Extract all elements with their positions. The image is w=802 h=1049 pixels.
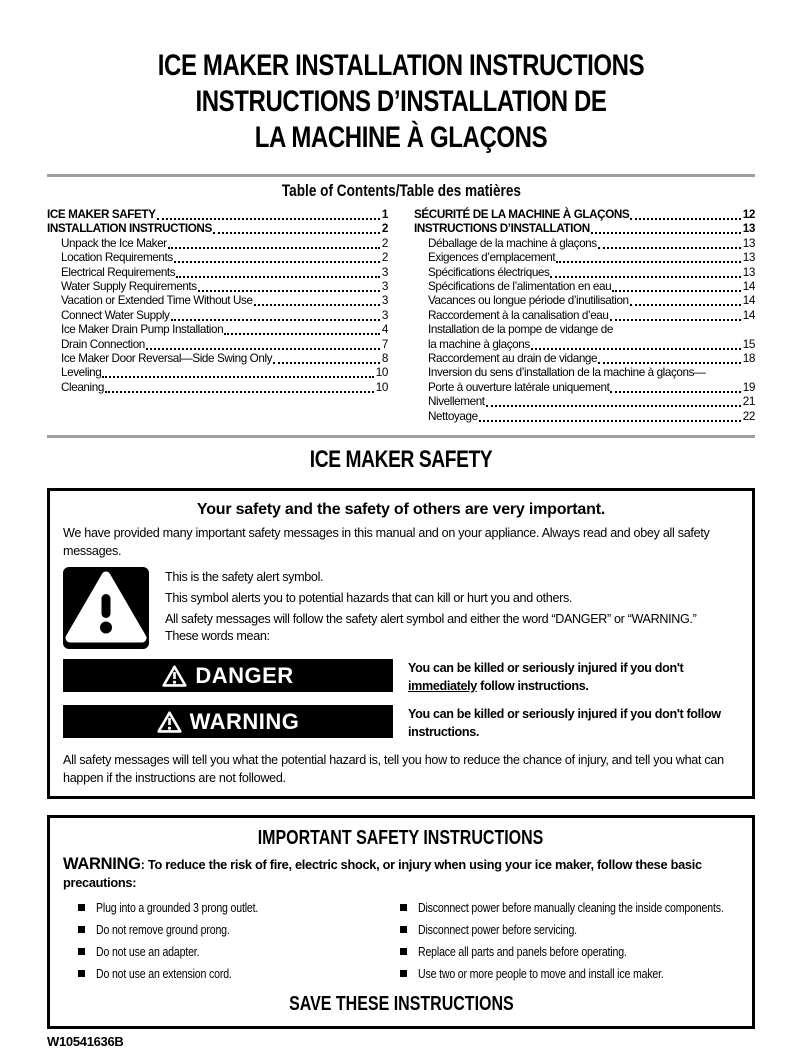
danger-banner (63, 659, 393, 692)
toc-entry (414, 251, 755, 265)
dotted-leader (610, 381, 740, 393)
toc-entry (47, 280, 388, 294)
toc-entry-label: Installation de la pompe de vidange de (428, 323, 613, 337)
bullet-square-icon (78, 948, 85, 955)
toc-entry (47, 366, 388, 380)
toc-entry-page: 14 (742, 280, 755, 294)
precaution-item (400, 945, 739, 959)
toc-entry-label: Location Requirements (61, 251, 173, 265)
save-instructions-line: SAVE THESE INSTRUCTIONS (288, 993, 514, 1016)
save-instructions-row (63, 991, 739, 1019)
bullet-square-icon (400, 926, 407, 933)
precaution-item (400, 967, 739, 981)
bullet-square-icon (400, 948, 407, 955)
precaution-text: Do not remove ground prong. (96, 923, 230, 938)
precaution-text: Replace all parts and panels before operating. (418, 945, 627, 960)
bullet-square-icon (78, 904, 85, 911)
danger-statement (63, 659, 739, 695)
toc-entry-label: SÉCURITÉ DE LA MACHINE À GLAÇONS (414, 208, 630, 221)
toc-entry (47, 381, 388, 395)
toc-entry-label: la machine à glaçons (428, 337, 530, 351)
toc-heading-row (47, 181, 755, 202)
dotted-leader (171, 309, 380, 321)
toc-entry (47, 208, 388, 222)
toc-entry-label: Ice Maker Drain Pump Installation (61, 323, 224, 337)
precaution-text: Do not use an extension cord. (96, 967, 232, 982)
dotted-leader (105, 381, 374, 393)
precaution-item (78, 967, 400, 981)
precaution-text: Disconnect power before servicing. (418, 923, 577, 938)
toc-entry-page: 7 (381, 337, 388, 351)
safety-alert-row (63, 567, 739, 649)
warning-triangle-icon (162, 665, 187, 687)
toc-entry-label: INSTALLATION INSTRUCTIONS (47, 222, 212, 236)
dotted-leader (630, 294, 741, 306)
toc-entry (47, 266, 388, 280)
toc-entry (414, 280, 755, 294)
instructions-heading-row (63, 825, 739, 853)
toc-entry-label: Ice Maker Door Reversal—Side Swing Only (61, 352, 273, 366)
toc-entry (47, 352, 388, 366)
precaution-item (78, 945, 400, 959)
precaution-item (78, 923, 400, 937)
danger-description-underlined: immediately (408, 678, 477, 693)
toc-entry-label: Connect Water Supply (61, 308, 170, 322)
toc-entry-label: Déballage de la machine à glaçons (428, 236, 597, 250)
divider-rule (47, 174, 755, 177)
safety-alert-line: This is the safety alert symbol. (165, 570, 324, 585)
toc-entry-label: Porte à ouverture latérale uniquement (428, 380, 610, 394)
warning-statement (63, 705, 739, 741)
toc-entry (414, 266, 755, 280)
dotted-leader (176, 266, 380, 278)
important-instructions-box (47, 815, 755, 1029)
dotted-leader (610, 309, 741, 321)
precaution-text: Do not use an adapter. (96, 945, 200, 960)
toc-entry (414, 237, 755, 251)
warning-banner (63, 705, 393, 738)
precaution-item (78, 901, 400, 915)
dotted-leader (213, 222, 380, 234)
part-number: W10541636B (47, 1034, 124, 1049)
instructions-heading: IMPORTANT SAFETY INSTRUCTIONS (258, 827, 544, 850)
toc-entry-label: ICE MAKER SAFETY (47, 208, 156, 221)
toc-entry-page: 2 (381, 222, 388, 236)
toc-entry-page: 14 (742, 308, 755, 322)
toc-entry-page: 22 (742, 409, 755, 423)
toc-entry-page: 3 (381, 308, 388, 322)
toc-entry (47, 237, 388, 251)
title-line-3: LA MACHINE À GLAÇONS (254, 121, 548, 154)
precautions-list-left (63, 901, 400, 989)
precaution-text: Disconnect power before manually cleaning the inside components. (418, 901, 724, 916)
toc-entry (414, 366, 755, 395)
dotted-leader (224, 323, 380, 335)
dotted-leader (550, 266, 740, 278)
dotted-leader (198, 280, 380, 292)
dotted-leader (598, 237, 741, 249)
toc-entry (47, 222, 388, 236)
toc-entry-label: Nivellement (428, 395, 485, 409)
toc-entry (414, 208, 755, 222)
toc-entry-label: Vacation or Extended Time Without Use (61, 294, 253, 308)
divider-rule (47, 435, 755, 438)
toc-entry-page: 1 (381, 208, 388, 221)
safety-section-heading-row (47, 445, 755, 478)
precaution-text: Use two or more people to move and install ice maker. (418, 967, 664, 982)
dotted-leader (146, 338, 380, 350)
precautions-list-right (400, 901, 739, 989)
dotted-leader (486, 395, 741, 407)
dotted-leader (591, 222, 741, 234)
toc-entry-page: 3 (381, 280, 388, 294)
precautions-lists (63, 901, 739, 989)
title-line-2: INSTRUCTIONS D’INSTALLATION DE (195, 85, 607, 118)
toc-entry (414, 309, 755, 323)
precaution-text: Plug into a grounded 3 prong outlet. (96, 901, 259, 916)
toc-entry-label: INSTRUCTIONS D’INSTALLATION (414, 222, 590, 236)
toc-entry (47, 294, 388, 308)
safety-outro: All safety messages will tell you what the potential hazard is, tell you how to reduce the chance of injury, and tell you what can happen if the instructions are not followed. (63, 753, 724, 785)
bullet-square-icon (78, 970, 85, 977)
table-of-contents (47, 208, 755, 424)
toc-entry-label: Spécifications de l’alimentation en eau (428, 280, 612, 294)
precaution-item (400, 901, 739, 915)
bullet-square-icon (400, 904, 407, 911)
bullet-square-icon (400, 970, 407, 977)
toc-entry (47, 338, 388, 352)
toc-entry (414, 222, 755, 236)
safety-section-heading: ICE MAKER SAFETY (309, 446, 493, 474)
dotted-leader (556, 251, 741, 263)
dotted-leader (102, 366, 373, 378)
toc-entry-page: 14 (742, 294, 755, 308)
document-title (47, 0, 755, 156)
toc-entry (414, 410, 755, 424)
dotted-leader (630, 208, 740, 220)
warning-paragraph (63, 855, 739, 892)
toc-entry-page: 13 (742, 222, 755, 236)
toc-entry (414, 352, 755, 366)
toc-entry-page: 4 (381, 323, 388, 337)
danger-label: DANGER (195, 662, 294, 688)
toc-entry-page: 18 (742, 352, 755, 366)
safety-alert-text (165, 567, 696, 649)
toc-entry-label: Water Supply Requirements (61, 280, 197, 294)
toc-entry-label: Raccordement au drain de vidange (428, 352, 598, 366)
safety-alert-line: These words mean: (165, 629, 270, 644)
toc-entry-label: Unpack the Ice Maker (61, 236, 167, 250)
toc-heading: Table of Contents/Table des matières (281, 181, 521, 200)
warning-description (408, 705, 739, 741)
toc-entry-page: 19 (742, 380, 755, 394)
toc-entry-page: 13 (742, 265, 755, 279)
warning-triangle-icon (157, 711, 182, 733)
danger-description-text-end: follow instructions. (476, 678, 589, 693)
safety-intro: We have provided many important safety messages in this manual and on your appliance. Always read and obey all safety messages. (63, 526, 710, 558)
toc-entry-page: 13 (742, 251, 755, 265)
danger-description (408, 659, 739, 695)
toc-entry-label: Vacances ou longue période d’inutilisation (428, 294, 629, 308)
danger-description-text: You can be killed or seriously injured if you don't (408, 661, 684, 676)
dotted-leader (157, 208, 380, 220)
toc-entry-page: 13 (742, 236, 755, 250)
warning-paragraph-text: : To reduce the risk of fire, electric shock, or injury when using your ice maker, follow these basic precautions: (63, 857, 702, 891)
safety-alert-icon (63, 567, 149, 649)
dotted-leader (174, 251, 380, 263)
toc-entry (414, 294, 755, 308)
warning-description-text: You can be killed or seriously injured if you don't follow instructions. (408, 707, 721, 739)
dotted-leader (479, 410, 741, 422)
toc-entry-page: 10 (375, 366, 388, 380)
title-line-1: ICE MAKER INSTALLATION INSTRUCTIONS (157, 49, 645, 82)
toc-entry-label: Cleaning (61, 380, 104, 394)
dotted-leader (254, 294, 380, 306)
toc-entry (414, 323, 755, 352)
toc-column-french (414, 208, 755, 424)
toc-entry-page: 21 (742, 395, 755, 409)
dotted-leader (168, 237, 380, 249)
toc-entry (47, 251, 388, 265)
toc-entry-page: 10 (375, 380, 388, 394)
safety-box (47, 488, 755, 799)
toc-entry (47, 309, 388, 323)
warning-word: WARNING (63, 855, 141, 874)
toc-entry-page: 8 (381, 352, 388, 366)
dotted-leader (612, 280, 741, 292)
toc-entry-page: 3 (381, 294, 388, 308)
toc-entry-label: Electrical Requirements (61, 265, 176, 279)
toc-entry-page: 15 (742, 337, 755, 351)
safety-headline: Your safety and the safety of others are very important. (196, 501, 606, 519)
safety-alert-line: All safety messages will follow the safety alert symbol and either the word “DANGER” or “WARNING.” (165, 612, 697, 627)
dotted-leader (598, 352, 741, 364)
safety-alert-line: This symbol alerts you to potential hazards that can kill or hurt you and others. (165, 591, 573, 606)
precaution-item (400, 923, 739, 937)
dotted-leader (531, 338, 741, 350)
toc-entry (414, 395, 755, 409)
toc-entry-label: Raccordement à la canalisation d’eau (428, 308, 609, 322)
toc-entry-label: Leveling (61, 366, 102, 380)
toc-entry-page: 3 (381, 265, 388, 279)
bullet-square-icon (78, 926, 85, 933)
toc-entry-page: 12 (742, 208, 755, 221)
toc-entry-page: 2 (381, 236, 388, 250)
dotted-leader (273, 352, 380, 364)
toc-column-english (47, 208, 388, 424)
toc-entry-label: Spécifications électriques (428, 265, 550, 279)
warning-label: WARNING (189, 708, 300, 734)
toc-entry (47, 323, 388, 337)
toc-entry-page: 2 (381, 251, 388, 265)
toc-entry-label: Nettoyage (428, 409, 478, 423)
toc-entry-label: Inversion du sens d’installation de la machine à glaçons— (428, 366, 706, 380)
toc-entry-label: Drain Connection (61, 337, 145, 351)
toc-entry-label: Exigences d’emplacement (428, 251, 556, 265)
